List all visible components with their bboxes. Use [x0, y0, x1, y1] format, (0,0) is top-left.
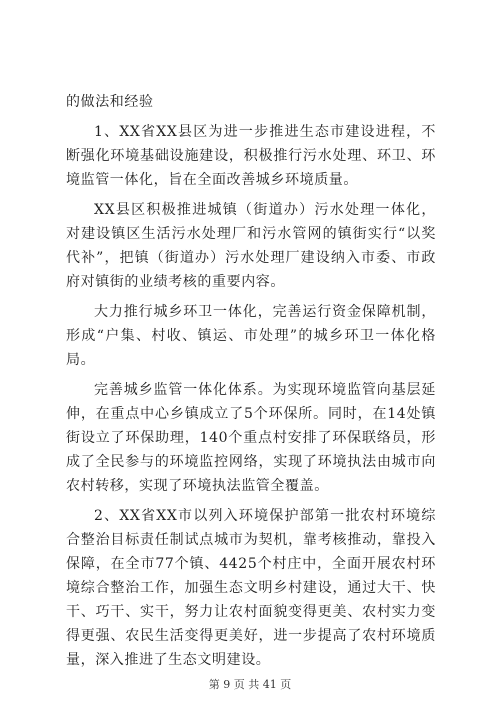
paragraph-item-1: 1、XX省XX县区为进一步推进生态市建设进程，不断强化环境基础设施建设，积极推行污水处理、环卫、环境监管一体化，旨在全面改善城乡环境质量。	[66, 124, 436, 188]
paragraph-sanitation-integration: 大力推行城乡环卫一体化，完善运行资金保障机制，形成“户集、村收、镇运、市处理”的城乡环卫一体化格局。	[66, 304, 436, 368]
paragraph-sewage-integration: XX县区积极推进城镇（街道办）污水处理一体化，对建设镇区生活污水处理厂和污水管网的镇街实行“以奖代补”，把镇（街道办）污水处理厂建设纳入市委、市政府对镇街的业绩考核的重要内容。	[66, 202, 436, 290]
paragraph-heading-fragment: 的做法和经验	[66, 94, 154, 110]
document-body	[66, 90, 436, 672]
paragraph-supervision-integration: 完善城乡监管一体化体系。为实现环境监管向基层延伸，在重点中心乡镇成立了5个环保所。同时，在14处镇街设立了环保助理，140个重点村安排了环保联络员，形成了全民参与的环境监控网络，实现了环境执法由城市向农村转移，实现了环境执法监管全覆盖。	[66, 382, 436, 494]
paragraph-item-2: 2、XX省XX市以列入环境保护部第一批农村环境综合整治目标责任制试点城市为契机，靠考核推动，靠投入保障，在全市77个镇、4425个村庄中，全面开展农村环境综合整治工作，加强生态文明乡村建设，通过大干、快干、巧干、实干，努力让农村面貌变得更美、农村实力变得更强、农民生活变得更美好，进一步提高了农村环境质量，深入推进了生态文明建设。	[66, 508, 436, 668]
page-number-footer: 第 9 页 共 41 页	[208, 678, 292, 691]
